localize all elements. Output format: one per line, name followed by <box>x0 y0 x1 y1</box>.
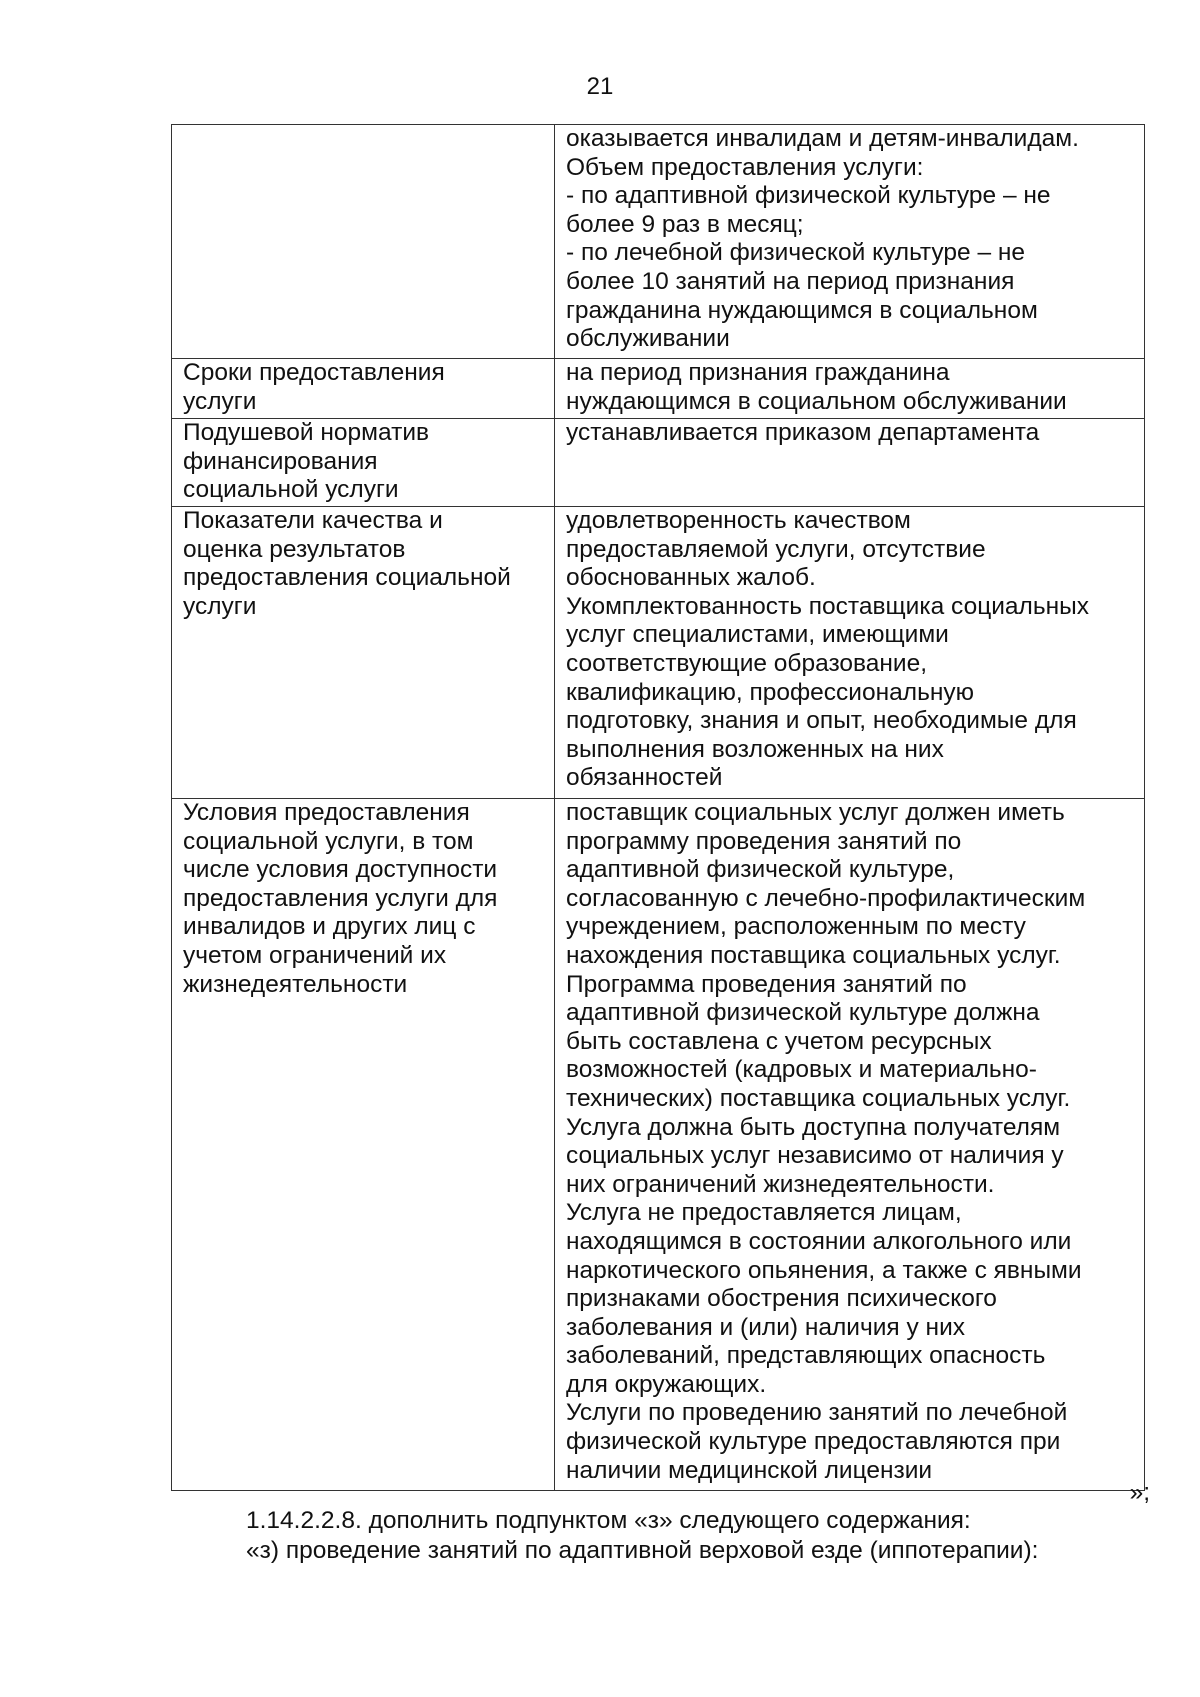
closing-quote: »; <box>1129 1479 1150 1506</box>
row-label: Условия предоставления социальной услуги, в том числе условия доступности предоставления услуги для инвалидов и других лиц с учетом ограничений их жизнедеятельности <box>172 799 555 1491</box>
row-value: поставщик социальных услуг должен иметь программу проведения занятий по адаптивной физической культуре, согласованную с лечебно-профилактическим учреждением, расположенным по месту нахождения поставщика социальных услуг. Программа проведения занятий по адаптивной физической культуре должна быть составлена с учетом ресурсных возможностей (кадровых и материально- технических) поставщика социальных услуг. Услуга должна быть доступна получателям социальных услуг независимо от наличия у них ограничений жизнедеятельности. Услуга не предоставляется лицам, находящимся в состоянии алкогольного или наркотического опьянения, а также с явными признаками обострения психического заболевания и (или) наличия у них заболеваний, представляющих опасность для окружающих. Услуги по проведению занятий по лечебной физической культуре предоставляются при наличии медицинской лицензии <box>555 799 1145 1491</box>
table-row <box>172 507 1145 799</box>
row-value: удовлетворенность качеством предоставляемой услуги, отсутствие обоснованных жалоб. Укомплектованность поставщика социальных услуг специалистами, имеющими соответствующие образование, квалификацию, профессиональную подготовку, знания и опыт, необходимые для выполнения возложенных на них обязанностей <box>555 507 1145 799</box>
services-table <box>171 124 1145 1491</box>
row-value: устанавливается приказом департамента <box>555 419 1145 507</box>
row-value: на период признания гражданина нуждающимся в социальном обслуживании <box>555 359 1145 419</box>
row-label <box>172 125 555 359</box>
page-number: 21 <box>586 73 614 100</box>
paragraph-subitem-z: «з) проведение занятий по адаптивной верховой езде (иппотерапии): <box>246 1537 1039 1564</box>
row-label: Сроки предоставления услуги <box>172 359 555 419</box>
table-row <box>172 125 1145 359</box>
table-row <box>172 359 1145 419</box>
table-row <box>172 419 1145 507</box>
table-row <box>172 799 1145 1491</box>
paragraph-amendment: 1.14.2.2.8. дополнить подпунктом «з» следующего содержания: <box>246 1507 971 1534</box>
row-label: Подушевой норматив финансирования социальной услуги <box>172 419 555 507</box>
row-value: оказывается инвалидам и детям-инвалидам. Объем предоставления услуги: - по адаптивной физической культуре – не более 9 раз в месяц; - по лечебной физической культуре – не более 10 занятий на период признания гражданина нуждающимся в социальном обслуживании <box>555 125 1145 359</box>
row-label: Показатели качества и оценка результатов предоставления социальной услуги <box>172 507 555 799</box>
